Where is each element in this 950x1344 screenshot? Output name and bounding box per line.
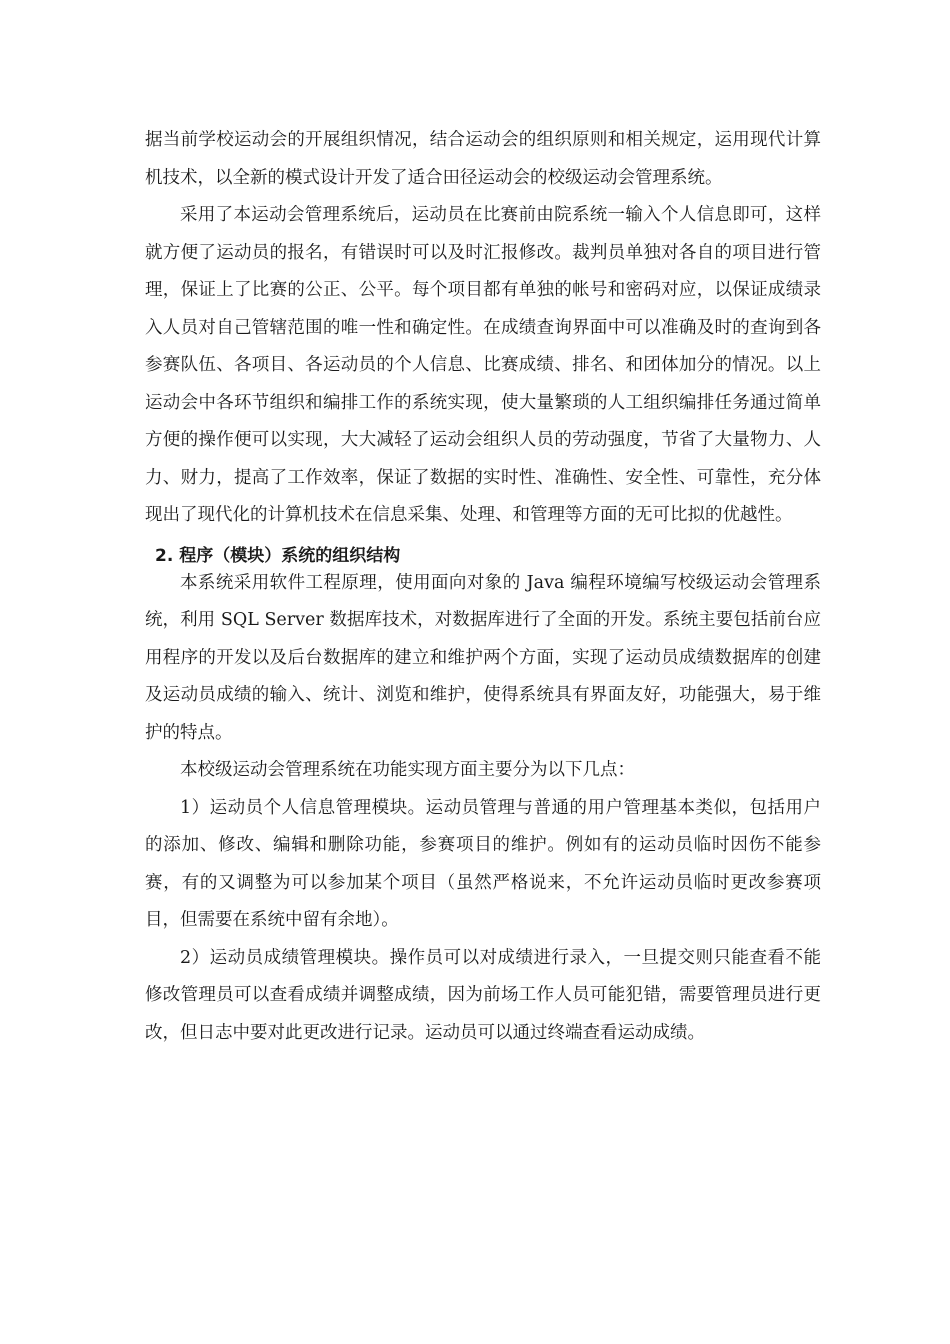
section-heading: 2. 程序（模块）系统的组织结构	[155, 545, 401, 566]
document-body	[145, 122, 821, 1052]
paragraph-function-intro: 本校级运动会管理系统在功能实现方面主要分为以下几点：	[180, 760, 635, 780]
paragraph-intro-continued: 据当前学校运动会的开展组织情况，结合运动会的组织原则和相关规定，运用现代计算机技术，以全新的模式设计开发了适合田径运动会的校级运动会管理系统。	[145, 130, 821, 188]
paragraph-system-benefits: 采用了本运动会管理系统后，运动员在比赛前由院系统一输入个人信息即可，这样就方便了运动员的报名，有错误时可以及时汇报修改。裁判员单独对各自的项目进行管理，保证上了比赛的公正、公平。每个项目都有单独的帐号和密码对应，以保证成绩录入人员对自己管辖范围的唯一性和确定性。在成绩查询界面中可以准确及时的查询到各参赛队伍、各项目、各运动员的个人信息、比赛成绩、排名、和团体加分的情况。以上运动会中各环节组织和编排工作的系统实现，使大量繁琐的人工组织编排任务通过简单方便的操作便可以实现，大大减轻了运动会组织人员的劳动强度，节省了大量物力、人力、财力，提高了工作效率，保证了数据的实时性、准确性、安全性、可靠性，充分体现出了现代化的计算机技术在信息采集、处理、和管理等方面的无可比拟的优越性。	[145, 205, 821, 525]
paragraph-system-overview: 本系统采用软件工程原理，使用面向对象的 Java 编程环境编写校级运动会管理系统，利用 SQL Server 数据库技术，对数据库进行了全面的开发。系统主要包括前台应用程序的开发以及后台数据库的建立和维护两个方面，实现了运动员成绩数据库的创建及运动员成绩的输入、统计、浏览和维护，使得系统具有界面友好，功能强大，易于维护的特点。	[145, 572, 821, 743]
paragraph-module-score-management: 2）运动员成绩管理模块。操作员可以对成绩进行录入，一旦提交则只能查看不能修改管理员可以查看成绩并调整成绩，因为前场工作人员可能犯错，需要管理员进行更改，但日志中要对此更改进行记录。运动员可以通过终端查看运动成绩。	[145, 947, 821, 1043]
paragraph-module-athlete-info: 1）运动员个人信息管理模块。运动员管理与普通的用户管理基本类似，包括用户的添加、修改、编辑和删除功能，参赛项目的维护。例如有的运动员临时因伤不能参赛，有的又调整为可以参加某个项目（虽然严格说来，不允许运动员临时更改参赛项目，但需要在系统中留有余地）。	[145, 797, 821, 930]
